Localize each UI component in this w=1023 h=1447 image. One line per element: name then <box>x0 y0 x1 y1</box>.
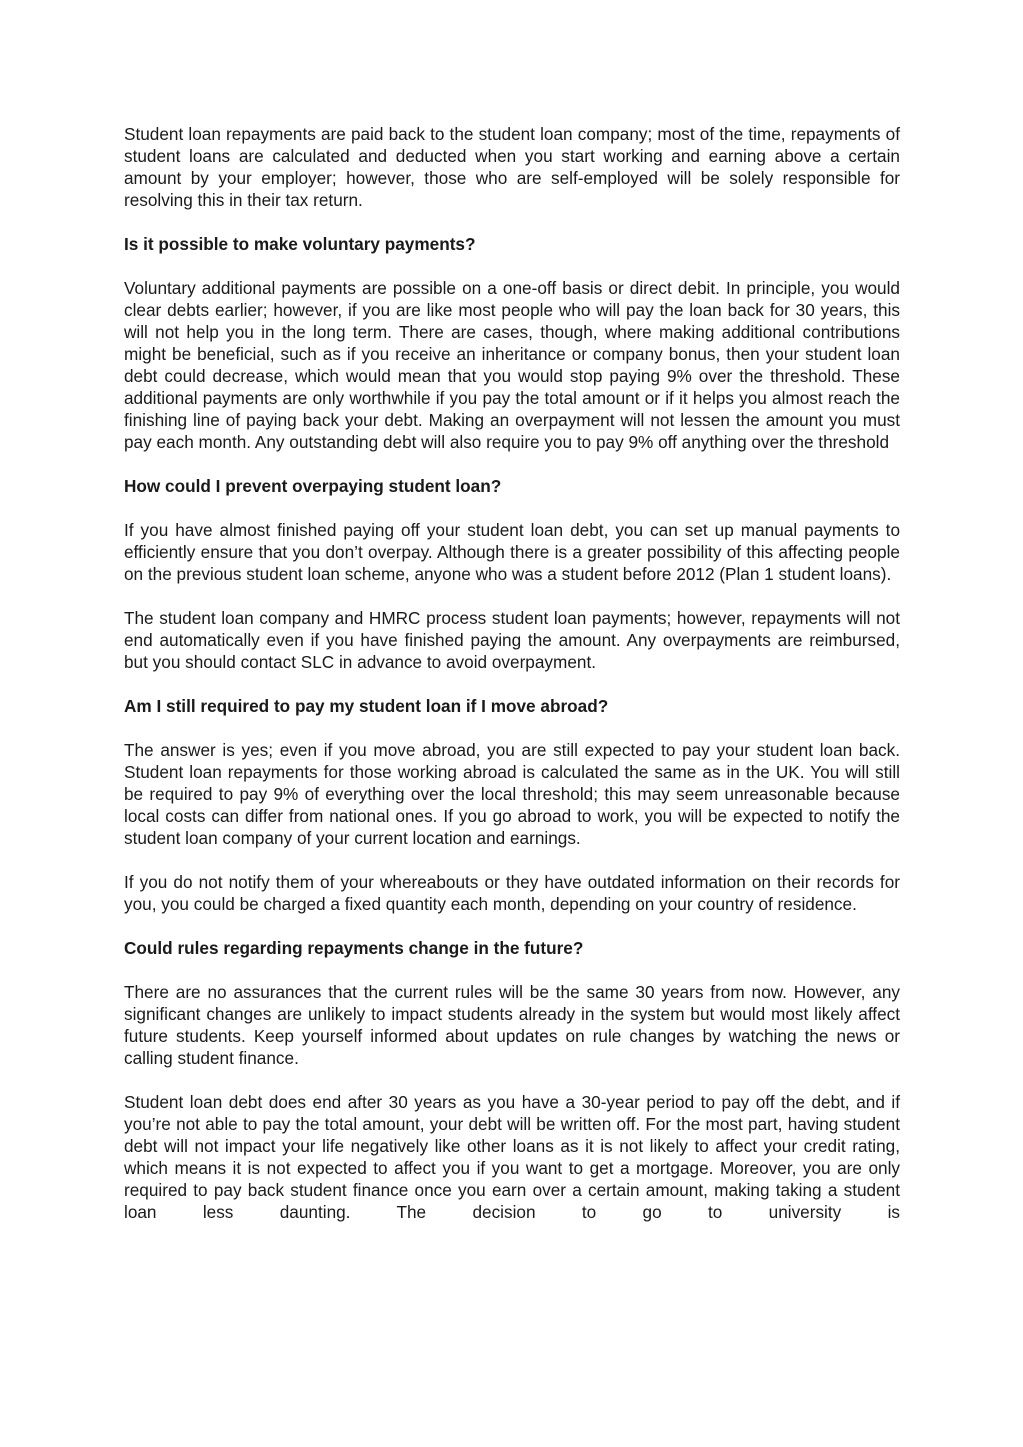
paragraph-debt-written-off: Student loan debt does end after 30 years as you have a 30-year period to pay off the debt, and if you’re not able to pay the total amount, your debt will be written off. For the most part, having student debt will not impact your life negatively like other loans as it is not likely to affect your credit rating, which means it is not expected to affect you if you want to get a mortgage. Moreover, you are only required to pay back student finance once you earn over a certain amount, making taking a student loan less daunting. The decision to go to university is <box>124 1092 900 1222</box>
paragraph-intro: Student loan repayments are paid back to the student loan company; most of the time, repayments of student loans are calculated and deducted when you start working and earning above a certain amount by your employer; however, those who are self-employed will be solely responsible for resolving this in their tax return. <box>124 124 900 210</box>
paragraph-hmrc-process: The student loan company and HMRC process student loan payments; however, repayments will not end automatically even if you have finished paying the amount. Any overpayments are reimbursed, but you should contact SLC in advance to avoid overpayment. <box>124 608 900 672</box>
document-page <box>124 123 900 1223</box>
paragraph-no-assurances: There are no assurances that the current rules will be the same 30 years from now. However, any significant changes are unlikely to impact students already in the system but would most likely affect future students. Keep yourself informed about updates on rule changes by watching the news or calling student finance. <box>124 982 900 1068</box>
heading-prevent-overpaying: How could I prevent overpaying student loan? <box>124 476 502 496</box>
paragraph-notify-whereabouts: If you do not notify them of your whereabouts or they have outdated information on their records for you, you could be charged a fixed quantity each month, depending on your country of residence. <box>124 872 900 914</box>
paragraph-manual-payments: If you have almost finished paying off your student loan debt, you can set up manual payments to efficiently ensure that you don’t overpay. Although there is a greater possibility of this affecting people on the previous student loan scheme, anyone who was a student before 2012 (Plan 1 student loans). <box>124 520 900 584</box>
heading-rules-change: Could rules regarding repayments change in the future? <box>124 938 584 958</box>
heading-voluntary-payments: Is it possible to make voluntary payments? <box>124 234 476 254</box>
heading-move-abroad: Am I still required to pay my student loan if I move abroad? <box>124 696 609 716</box>
paragraph-voluntary-payments: Voluntary additional payments are possible on a one-off basis or direct debit. In principle, you would clear debts earlier; however, if you are like most people who will pay the loan back for 30 years, this will not help you in the long term. There are cases, though, where making additional contributions might be beneficial, such as if you receive an inheritance or company bonus, then your student loan debt could decrease, which would mean that you would stop paying 9% over the threshold. These additional payments are only worthwhile if you pay the total amount or if it helps you almost reach the finishing line of paying back your debt. Making an overpayment will not lessen the amount you must pay each month. Any outstanding debt will also require you to pay 9% off anything over the threshold <box>124 278 900 452</box>
paragraph-abroad-answer: The answer is yes; even if you move abroad, you are still expected to pay your student loan back. Student loan repayments for those working abroad is calculated the same as in the UK. You will still be required to pay 9% of everything over the local threshold; this may seem unreasonable because local costs can differ from national ones. If you go abroad to work, you will be expected to notify the student loan company of your current location and earnings. <box>124 740 900 848</box>
